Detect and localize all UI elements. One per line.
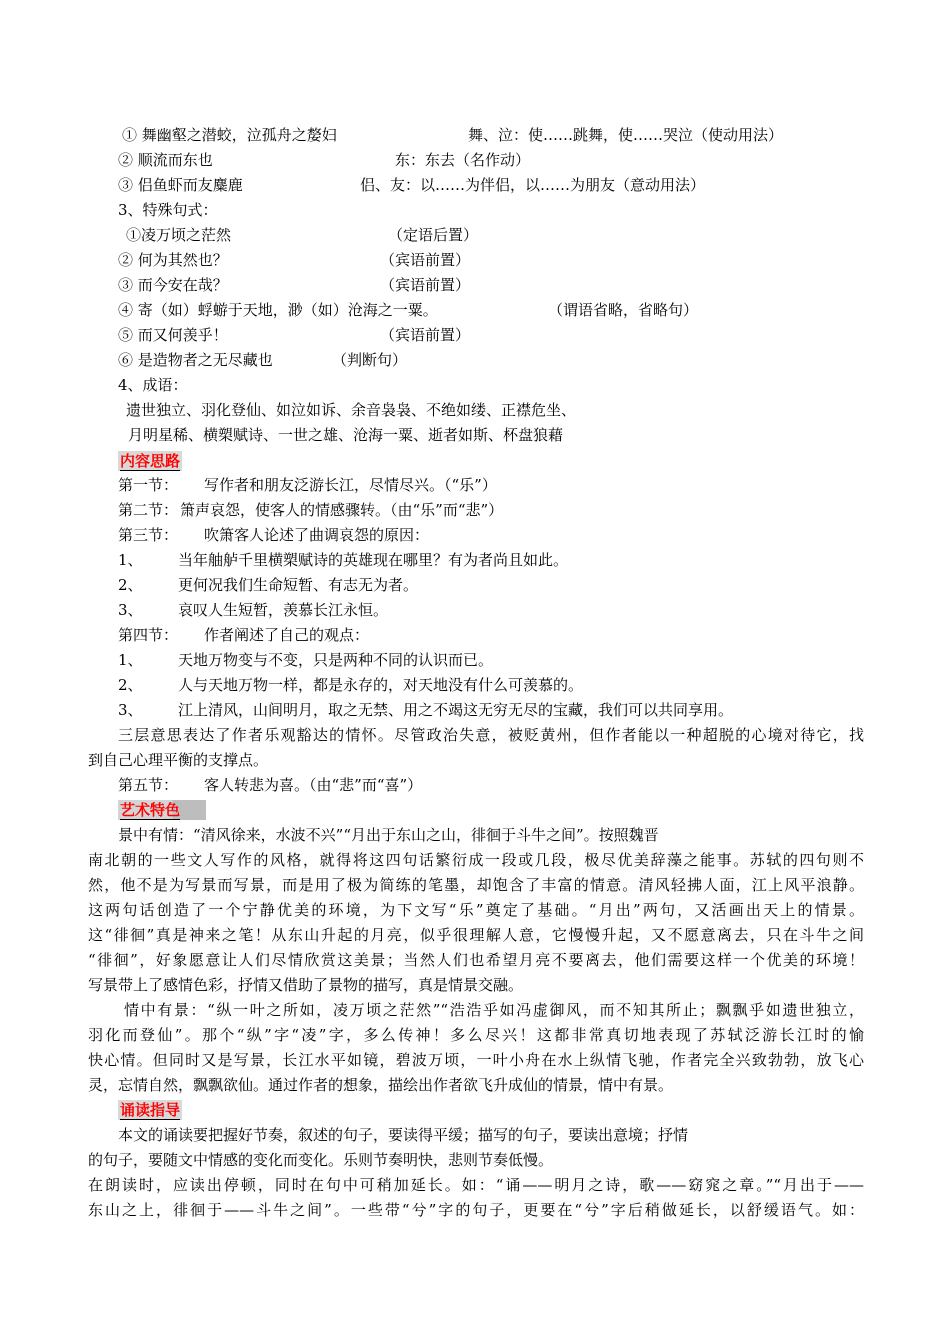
section-heading-art: 艺术特色 (118, 800, 206, 820)
paragraph-line: 景中有情：“清风徐来，水波不兴”“月出于东山之山，徘徊于斗牛之间”。按照魏晋 (118, 826, 659, 844)
special-note: （谓语省略，省略句） (548, 301, 699, 319)
section-heading-reading: 诵读指导 (120, 1101, 181, 1119)
special-note: （判断句） (332, 351, 408, 369)
section-label: 第四节： (118, 626, 179, 644)
list-number: 2、 (118, 576, 143, 594)
special-sentence: ⑤ 而又何羡乎！ (118, 326, 228, 344)
special-note: （宾语前置） (380, 326, 471, 344)
list-item: 当年舳舻千里横槊赋诗的英雄现在哪里？有为者尚且如此。 (178, 551, 569, 569)
paragraph-line: 南北朝的一些文人写作的风格，就得将这四句话繁衍成一段或几段，极尽优美辞藻之能事。苏轼的四句则不 (88, 851, 864, 869)
section-text: 吹箫客人论述了曲调哀怨的原因： (204, 526, 430, 544)
section-text: 箫声哀怨，使客人的情感骤转。（由“乐”而“悲”） (180, 501, 504, 519)
usage-note: 东：东去（名作动） (395, 151, 531, 169)
usage-note: 侣、友：以……为伴侣，以……为朋友（意动用法） (360, 176, 706, 194)
list-item: 更何况我们生命短暂、有志无为者。 (178, 576, 419, 594)
section-label: 第三节： (118, 526, 179, 544)
idiom-line: 遗世独立、羽化登仙、如泣如诉、余音袅袅、不绝如缕、正襟危坐、 (126, 401, 577, 419)
usage-sentence: ② 顺流而东也 (118, 151, 213, 169)
section-label: 第一节： (118, 476, 179, 494)
paragraph-line: 这“徘徊”真是神来之笔！从东山升起的月亮，似乎很理解人意，它慢慢升起，又不愿意离去，只在斗牛之间 (88, 926, 864, 944)
idiom-line: 月明星稀、横槊赋诗、一世之雄、沧海一粟、逝者如斯、杯盘狼藉 (128, 426, 564, 444)
paragraph-line: 羽化而登仙”。那个“纵”字“凌”字，多么传神！多么尽兴！这都非常真切地表现了苏轼泛游长江时的愉 (88, 1026, 864, 1044)
list-item: 天地万物变与不变，只是两种不同的认识而已。 (178, 651, 494, 669)
section-title: 4、成语： (118, 376, 188, 394)
paragraph-line: 灵，忘情自然，飘飘欲仙。通过作者的想象，描绘出作者欲飞升成仙的情景，情中有景。 (88, 1076, 674, 1094)
list-number: 2、 (118, 676, 143, 694)
list-number: 1、 (118, 651, 143, 669)
list-item: 人与天地万物一样，都是永存的，对天地没有什么可羡慕的。 (178, 676, 584, 694)
list-item: 哀叹人生短暂，羡慕长江永恒。 (178, 601, 389, 619)
paragraph-line: 本文的诵读要把握好节奏，叙述的句子，要读得平缓；描写的句子，要读出意境；抒情 (118, 1126, 689, 1144)
section-text: 写作者和朋友泛游长江，尽情尽兴。（“乐”） (204, 476, 497, 494)
summary-line: 到自己心理平衡的支撑点。 (88, 751, 269, 769)
summary-line: 三层意思表达了作者乐观豁达的情怀。尽管政治失意，被贬黄州，但作者能以一种超脱的心境对待它，找 (118, 726, 864, 744)
paragraph-line: 情中有景：“纵一叶之所如，凌万顷之茫然”“浩浩乎如冯虚御风，而不知其所止；飘飘乎如遗世独立， (124, 1001, 864, 1019)
special-note: （宾语前置） (380, 276, 471, 294)
list-number: 3、 (118, 601, 143, 619)
special-note: （定语后置） (388, 226, 479, 244)
paragraph-line: 然，他不是为写景而写景，而是用了极为简练的笔墨，却饱含了丰富的情意。清风轻拂人面，江上风平浪静。 (88, 876, 864, 894)
paragraph-line: 快心情。但同时又是写景，长江水平如镜，碧波万顷，一叶小舟在水上纵情飞驰，作者完全兴致勃勃，放飞心 (88, 1051, 864, 1069)
list-number: 3、 (118, 701, 143, 719)
section-label: 第二节： (118, 501, 179, 519)
paragraph-line: 东山之上，徘徊于——斗牛之间”。一些带“兮”字的句子，更要在“兮”字后稍做延长，以舒缓语气。如： (88, 1201, 864, 1219)
special-sentence: ② 何为其然也？ (118, 251, 228, 269)
usage-note: 舞、泣：使……跳舞，使……哭泣（使动用法） (468, 126, 784, 144)
paragraph-line: 写景带上了感情色彩，抒情又借助了景物的描写，真是情景交融。 (88, 976, 524, 994)
paragraph-line: 在朗读时，应读出停顿，同时在句中可稍加延长。如：“诵——明月之诗，歌——窈窕之章。”“月出于—— (88, 1176, 864, 1194)
usage-sentence: ① 舞幽壑之潜蛟，泣孤舟之嫠妇 (122, 126, 337, 144)
section-text: 客人转悲为喜。（由“悲”而“喜”） (204, 776, 423, 794)
special-sentence: ⑥ 是造物者之无尽藏也 (118, 351, 273, 369)
paragraph-line: 这两句话创造了一个宁静优美的环境，为下文写“乐”奠定了基础。“月出”两句，又活画出天上的情景。 (88, 901, 864, 919)
special-sentence: ①凌万顷之茫然 (126, 226, 232, 244)
paragraph-line: 的句子，要随文中情感的变化而变化。乐则节奏明快，悲则节奏低慢。 (88, 1151, 554, 1169)
section-label: 第五节： (118, 776, 179, 794)
special-sentence: ③ 而今安在哉？ (118, 276, 228, 294)
special-sentence: ④ 寄（如）蜉蝣于天地，渺（如）沧海之一粟。 (118, 301, 438, 319)
section-text: 作者阐述了自己的观点： (204, 626, 370, 644)
list-number: 1、 (118, 551, 143, 569)
usage-sentence: ③ 侣鱼虾而友麋鹿 (118, 176, 243, 194)
list-item: 江上清风，山间明月，取之无禁、用之不竭这无穷无尽的宝藏，我们可以共同享用。 (178, 701, 734, 719)
section-heading-content: 内容思路 (120, 452, 181, 470)
special-note: （宾语前置） (380, 251, 471, 269)
paragraph-line: “徘徊”，好象愿意让人们尽情欣赏这美景；当然人们也希望月亮不要离去，他们需要这样一个优美的环境！ (88, 951, 864, 969)
section-title: 3、特殊句式： (118, 201, 218, 219)
